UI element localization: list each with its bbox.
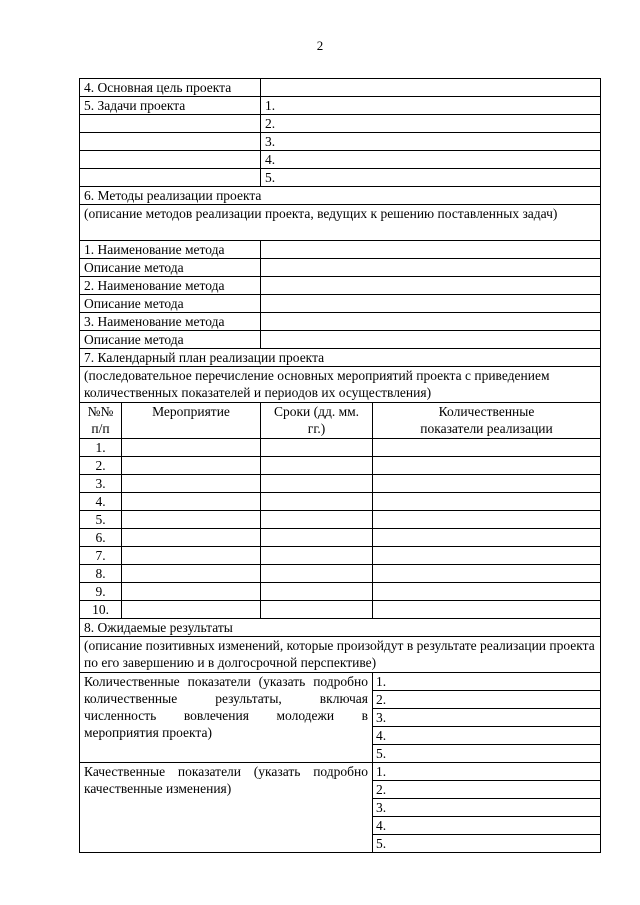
task-item[interactable]: 4. <box>261 151 601 169</box>
plan-description: (последовательное перечисление основных мероприятий проекта с приведением количественных показателей и периодов их осуществления) <box>80 367 601 403</box>
indicators-cell[interactable] <box>373 565 601 583</box>
task-item[interactable]: 3. <box>261 133 601 151</box>
goal-label: 4. Основная цель проекта <box>80 79 261 97</box>
indicators-cell[interactable] <box>373 457 601 475</box>
tasks-label: 5. Задачи проекта <box>80 97 261 115</box>
dates-cell[interactable] <box>261 475 373 493</box>
page-number: 2 <box>316 38 324 53</box>
col-header-num: №№ п/п <box>80 403 122 439</box>
goal-input[interactable] <box>261 79 601 97</box>
row-number: 5. <box>80 511 122 529</box>
event-cell[interactable] <box>122 457 261 475</box>
qualitative-item[interactable]: 4. <box>373 817 601 835</box>
indicators-cell[interactable] <box>373 547 601 565</box>
quantitative-item[interactable]: 3. <box>373 709 601 727</box>
dates-cell[interactable] <box>261 439 373 457</box>
event-cell[interactable] <box>122 529 261 547</box>
row-number: 2. <box>80 457 122 475</box>
event-cell[interactable] <box>122 439 261 457</box>
tasks-row <box>80 97 601 115</box>
event-cell[interactable] <box>122 583 261 601</box>
row-number: 8. <box>80 565 122 583</box>
event-cell[interactable] <box>122 601 261 619</box>
table-row <box>80 457 601 475</box>
dates-cell[interactable] <box>261 457 373 475</box>
col-header-event: Мероприятие <box>122 403 261 439</box>
task-item[interactable]: 2. <box>261 115 601 133</box>
plan-heading: 7. Календарный план реализации проекта <box>80 349 601 367</box>
method-name: 1. Наименование метода <box>80 241 261 259</box>
empty-cell <box>80 151 261 169</box>
event-cell[interactable] <box>122 493 261 511</box>
table-row <box>80 547 601 565</box>
goal-row <box>80 79 601 97</box>
methods-description: (описание методов реализации проекта, ведущих к решению поставленных задач) <box>80 205 601 241</box>
dates-cell[interactable] <box>261 511 373 529</box>
method-name: 2. Наименование метода <box>80 277 261 295</box>
qualitative-item[interactable]: 3. <box>373 799 601 817</box>
method-name-input[interactable] <box>261 277 601 295</box>
table-row <box>80 601 601 619</box>
task-item[interactable]: 1. <box>261 97 601 115</box>
method-description-label: Описание метода <box>80 331 261 349</box>
results-heading: 8. Ожидаемые результаты <box>80 619 601 637</box>
quantitative-item[interactable]: 1. <box>373 673 601 691</box>
indicators-cell[interactable] <box>373 439 601 457</box>
row-number: 6. <box>80 529 122 547</box>
row-number: 7. <box>80 547 122 565</box>
row-number: 3. <box>80 475 122 493</box>
application-form-table <box>79 78 601 853</box>
empty-cell <box>80 115 261 133</box>
method-description-label: Описание метода <box>80 259 261 277</box>
dates-cell[interactable] <box>261 547 373 565</box>
row-number: 9. <box>80 583 122 601</box>
table-row <box>80 439 601 457</box>
dates-cell[interactable] <box>261 601 373 619</box>
dates-cell[interactable] <box>261 583 373 601</box>
event-cell[interactable] <box>122 547 261 565</box>
method-name-input[interactable] <box>261 241 601 259</box>
plan-header-row <box>80 403 601 439</box>
table-row <box>80 511 601 529</box>
method-name: 3. Наименование метода <box>80 313 261 331</box>
qualitative-item[interactable]: 1. <box>373 763 601 781</box>
indicators-cell[interactable] <box>373 583 601 601</box>
table-row <box>80 583 601 601</box>
indicators-cell[interactable] <box>373 529 601 547</box>
event-cell[interactable] <box>122 475 261 493</box>
qualitative-item[interactable]: 2. <box>373 781 601 799</box>
row-number: 1. <box>80 439 122 457</box>
table-row <box>80 529 601 547</box>
indicators-cell[interactable] <box>373 601 601 619</box>
method-name-input[interactable] <box>261 313 601 331</box>
empty-cell <box>80 169 261 187</box>
method-description-input[interactable] <box>261 259 601 277</box>
task-item[interactable]: 5. <box>261 169 601 187</box>
indicators-cell[interactable] <box>373 511 601 529</box>
dates-cell[interactable] <box>261 493 373 511</box>
method-description-label: Описание метода <box>80 295 261 313</box>
qualitative-item[interactable]: 5. <box>373 835 601 853</box>
row-number: 10. <box>80 601 122 619</box>
event-cell[interactable] <box>122 511 261 529</box>
dates-cell[interactable] <box>261 565 373 583</box>
methods-heading: 6. Методы реализации проекта <box>80 187 601 205</box>
quantitative-item[interactable]: 2. <box>373 691 601 709</box>
method-description-input[interactable] <box>261 331 601 349</box>
quantitative-item[interactable]: 5. <box>373 745 601 763</box>
method-description-input[interactable] <box>261 295 601 313</box>
qualitative-indicators-label: Качественные показатели (указать подробно качественные изменения) <box>80 763 373 853</box>
row-number: 4. <box>80 493 122 511</box>
table-row <box>80 475 601 493</box>
indicators-cell[interactable] <box>373 475 601 493</box>
col-header-indicators: Количественные показатели реализации <box>373 403 601 439</box>
empty-cell <box>80 133 261 151</box>
col-header-dates: Сроки (дд. мм. гг.) <box>261 403 373 439</box>
indicators-cell[interactable] <box>373 493 601 511</box>
dates-cell[interactable] <box>261 529 373 547</box>
table-row <box>80 565 601 583</box>
results-description: (описание позитивных изменений, которые произойдут в результате реализации проекта по его завершению и в долгосрочной перспективе) <box>80 637 601 673</box>
quantitative-indicators-label: Количественные показатели (указать подробно количественные результаты, включая численность вовлечения молодежи в мероприятия проекта) <box>80 673 373 763</box>
quantitative-item[interactable]: 4. <box>373 727 601 745</box>
table-row <box>80 493 601 511</box>
event-cell[interactable] <box>122 565 261 583</box>
